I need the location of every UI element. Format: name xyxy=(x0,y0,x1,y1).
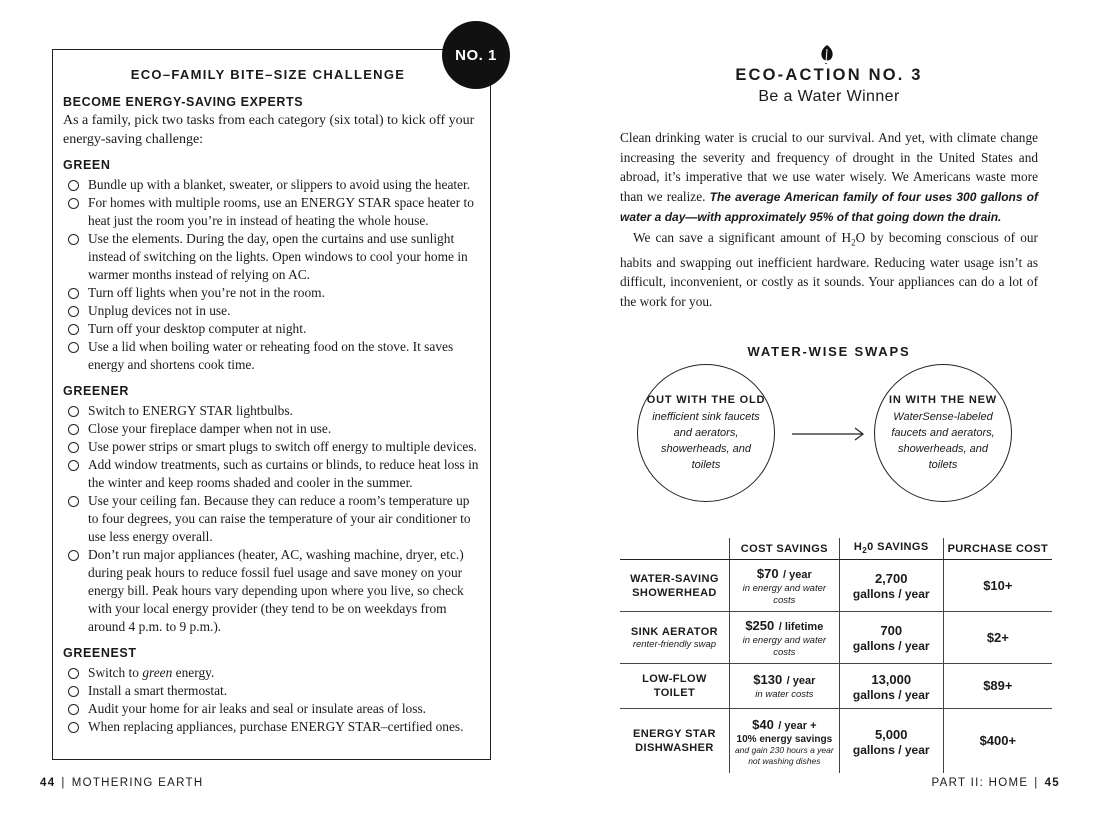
cost-note: in water costs xyxy=(755,689,814,700)
h2o-unit: gallons / year xyxy=(852,687,930,702)
h2o-unit: gallons / year xyxy=(852,639,930,653)
cost-amount: $40 xyxy=(752,716,774,732)
item-name: WATER-SAVING SHOWERHEAD xyxy=(630,572,719,599)
task-item xyxy=(63,492,483,546)
emphasis-text: green xyxy=(142,665,173,680)
purchase-cost: $89+ xyxy=(983,678,1013,693)
header-price: PURCHASE COST xyxy=(943,538,1052,560)
item-cell xyxy=(620,664,729,709)
checkbox-circle-icon xyxy=(68,288,79,299)
out-title: OUT WITH THE OLD xyxy=(646,393,766,406)
challenge-content xyxy=(63,67,483,746)
task-item xyxy=(63,664,483,682)
task-text: Use your ceiling fan. Because they can reduce a room’s temperature up to four degrees, you can raise the temperature of your air conditioner to use less energy overall. xyxy=(88,493,471,544)
header-h2o-rest: 0 SAVINGS xyxy=(867,541,929,554)
h2o-cell xyxy=(839,560,943,612)
cost-unit: / year + xyxy=(778,719,817,732)
checkbox-circle-icon xyxy=(68,722,79,733)
task-list xyxy=(63,664,483,736)
h2o-amount: 13,000 xyxy=(871,671,912,687)
swaps-title: WATER-WISE SWAPS xyxy=(747,344,911,359)
footer-left xyxy=(40,777,203,789)
h2o-amount: 5,000 xyxy=(874,726,908,742)
task-item xyxy=(63,338,483,374)
task-item xyxy=(63,718,483,736)
paragraph-1-text: Clean drinking water is crucial to our survival. And yet, with climate change increasing the severity and frequency of drought in the United States and abroad, it’s imperative that we use water wisely. We Americans waste more than we realize. xyxy=(620,130,1038,204)
checkbox-circle-icon xyxy=(68,234,79,245)
task-text: Don’t run major appliances (heater, AC, washing machine, dryer, etc.) during peak hours to reduce fossil fuel usage and save money on your energy bill. Peak hours vary depending upon where you live, so check with your local energy provider (they tend to be on weekdays from around 4 p.m. to 9 p.m.). xyxy=(88,547,464,634)
cost-note: and gain 230 hours a year not washing dishes xyxy=(734,744,834,766)
leaf-icon xyxy=(818,44,836,64)
task-item xyxy=(63,176,483,194)
cost-unit: / year xyxy=(786,675,816,687)
item-name: LOW-FLOW TOILET xyxy=(642,673,707,699)
footer-right xyxy=(932,777,1060,789)
item-name: SINK AERATOR xyxy=(630,626,718,638)
task-text: Turn off your desktop computer at night. xyxy=(88,321,307,336)
task-text: Use power strips or smart plugs to switch off energy to multiple devices. xyxy=(88,439,477,454)
purchase-cost: $400+ xyxy=(979,733,1017,748)
checkbox-circle-icon xyxy=(68,704,79,715)
checkbox-circle-icon xyxy=(68,198,79,209)
table-row xyxy=(620,612,1052,664)
header-h2o xyxy=(839,538,943,560)
task-text: Audit your home for air leaks and seal or insulate areas of loss. xyxy=(88,701,427,716)
h2o-amount: 2,700 xyxy=(874,571,908,586)
checkbox-circle-icon xyxy=(68,406,79,417)
cost-unit: / lifetime xyxy=(778,620,824,633)
table-row xyxy=(620,560,1052,612)
checkbox-circle-icon xyxy=(68,424,79,435)
task-item xyxy=(63,302,483,320)
category-heading: GREEN xyxy=(63,158,111,172)
purchase-cost: $10+ xyxy=(983,577,1013,593)
book-title: MOTHERING EARTH xyxy=(71,777,204,789)
out-with-old-circle xyxy=(637,364,775,502)
task-item xyxy=(63,456,483,492)
h2o-unit: gallons / year xyxy=(852,742,930,757)
price-cell xyxy=(943,560,1052,612)
paragraph-1-emphasis: The average American family of four uses 300 gallons of water a day—with approximately 95% of that going down the drain. xyxy=(620,189,1039,224)
task-text: Turn off lights when you’re not in the room. xyxy=(88,285,325,300)
in-title: IN WITH THE NEW xyxy=(889,393,997,406)
task-item xyxy=(63,320,483,338)
cost-amount: $130 xyxy=(753,672,783,687)
task-item xyxy=(63,284,483,302)
checkbox-circle-icon xyxy=(68,460,79,471)
checkbox-circle-icon xyxy=(68,686,79,697)
cost-extra: 10% energy savings xyxy=(736,733,833,745)
page-number-left: 44 xyxy=(40,777,56,789)
task-text: Unplug devices not in use. xyxy=(88,303,231,318)
header-h2o-h: H xyxy=(853,541,863,554)
price-cell xyxy=(943,612,1052,664)
paragraph-2-start: We can save a significant amount of H xyxy=(633,229,852,245)
task-text: For homes with multiple rooms, use an ENERGY STAR space heater to heat just the room you’re in instead of heating the whole house. xyxy=(88,195,474,228)
task-text: Switch to green energy. xyxy=(88,665,215,680)
cost-cell xyxy=(729,709,839,774)
price-cell xyxy=(943,709,1052,774)
task-text: Close your fireplace damper when not in use. xyxy=(88,421,332,436)
price-cell xyxy=(943,664,1052,709)
eco-action-title: ECO-ACTION NO. 3 xyxy=(735,66,923,84)
number-badge: NO. 1 xyxy=(442,21,510,89)
header-item xyxy=(620,538,729,560)
h2o-cell xyxy=(839,612,943,664)
challenge-title: ECO–FAMILY BITE–SIZE CHALLENGE xyxy=(130,67,406,82)
paragraph-1 xyxy=(620,128,1038,228)
purchase-cost: $2+ xyxy=(986,629,1009,645)
cost-cell xyxy=(729,560,839,612)
checkbox-circle-icon xyxy=(68,496,79,507)
task-item xyxy=(63,194,483,230)
paragraph-2 xyxy=(620,228,1038,312)
challenge-box xyxy=(52,49,491,760)
task-item xyxy=(63,420,483,438)
item-name: ENERGY STAR DISHWASHER xyxy=(633,728,716,754)
checkbox-circle-icon xyxy=(68,668,79,679)
challenge-intro: As a family, pick two tasks from each category (six total) to kick off your energy-saving challenge: xyxy=(63,113,475,147)
cost-cell xyxy=(729,664,839,709)
checkbox-circle-icon xyxy=(68,550,79,561)
footer-separator: | xyxy=(61,777,66,789)
h2o-unit: gallons / year xyxy=(852,587,930,601)
task-item xyxy=(63,700,483,718)
checkbox-circle-icon xyxy=(68,306,79,317)
h2o-amount: 700 xyxy=(880,623,903,638)
task-text: Add window treatments, such as curtains or blinds, to reduce heat loss in the winter and keep rooms shaded and cooler in the summer. xyxy=(88,457,479,490)
category-heading: GREENEST xyxy=(63,646,137,660)
checkbox-circle-icon xyxy=(68,342,79,353)
task-text: Use a lid when boiling water or reheating food on the stove. It saves energy and shortens cook time. xyxy=(88,339,454,372)
task-categories xyxy=(63,158,483,736)
out-description: inefficient sink faucets and aerators, showerheads, and toilets xyxy=(652,410,760,471)
checkbox-circle-icon xyxy=(68,324,79,335)
body-text xyxy=(620,128,1038,311)
task-text: When replacing appliances, purchase ENERGY STAR–certified ones. xyxy=(88,719,464,734)
table-row xyxy=(620,709,1052,774)
category-heading: GREENER xyxy=(63,384,130,398)
table-header-row xyxy=(620,538,1052,560)
arrow-right-icon xyxy=(790,427,866,441)
cost-cell xyxy=(729,612,839,664)
task-text: Switch to ENERGY STAR lightbulbs. xyxy=(88,403,293,418)
paragraph-2-end: O by becoming conscious of our habits and swapping out inefficient hardware. Reducing water usage isn’t as difficult, inconvenient, or costly as it sounds. Your appliances can do a lot of the work for you. xyxy=(620,229,1038,309)
header-h2o-sub: 2 xyxy=(862,546,868,556)
eco-action-subtitle: Be a Water Winner xyxy=(758,88,900,105)
in-description: WaterSense-labeled faucets and aerators, showerheads, and toilets xyxy=(891,410,995,471)
cost-amount: $70 xyxy=(756,565,779,581)
task-item xyxy=(63,438,483,456)
cost-note: in energy and water costs xyxy=(742,634,827,658)
task-text: Use the elements. During the day, open the curtains and use sunlight instead of switching on the lights. Open windows to cool your home in warmer months instead of relying on AC. xyxy=(88,231,468,282)
table-body xyxy=(620,560,1052,774)
table-row xyxy=(620,664,1052,709)
h2o-cell xyxy=(839,664,943,709)
footer-separator: | xyxy=(1034,777,1039,789)
item-cell xyxy=(620,560,729,612)
swaps-table xyxy=(620,538,1052,773)
cost-note: in energy and water costs xyxy=(742,582,827,606)
challenge-subtitle: BECOME ENERGY-SAVING EXPERTS xyxy=(63,95,304,109)
task-list xyxy=(63,402,483,636)
h2o-cell xyxy=(839,709,943,774)
task-item xyxy=(63,402,483,420)
item-cell xyxy=(620,612,729,664)
item-cell xyxy=(620,709,729,774)
page-number-right: 45 xyxy=(1044,777,1060,789)
section-title: PART II: HOME xyxy=(931,777,1029,789)
checkbox-circle-icon xyxy=(68,442,79,453)
paragraph-2-subscript: 2 xyxy=(851,237,856,248)
cost-amount: $250 xyxy=(745,617,775,633)
cost-unit: / year xyxy=(783,568,812,581)
task-list xyxy=(63,176,483,374)
header-cost: COST SAVINGS xyxy=(729,538,839,560)
task-item xyxy=(63,546,483,636)
task-text: Bundle up with a blanket, sweater, or slippers to avoid using the heater. xyxy=(88,177,471,192)
in-with-new-circle xyxy=(874,364,1012,502)
item-note: renter-friendly swap xyxy=(632,639,717,650)
task-item xyxy=(63,682,483,700)
task-item xyxy=(63,230,483,284)
task-text: Install a smart thermostat. xyxy=(88,683,228,698)
checkbox-circle-icon xyxy=(68,180,79,191)
